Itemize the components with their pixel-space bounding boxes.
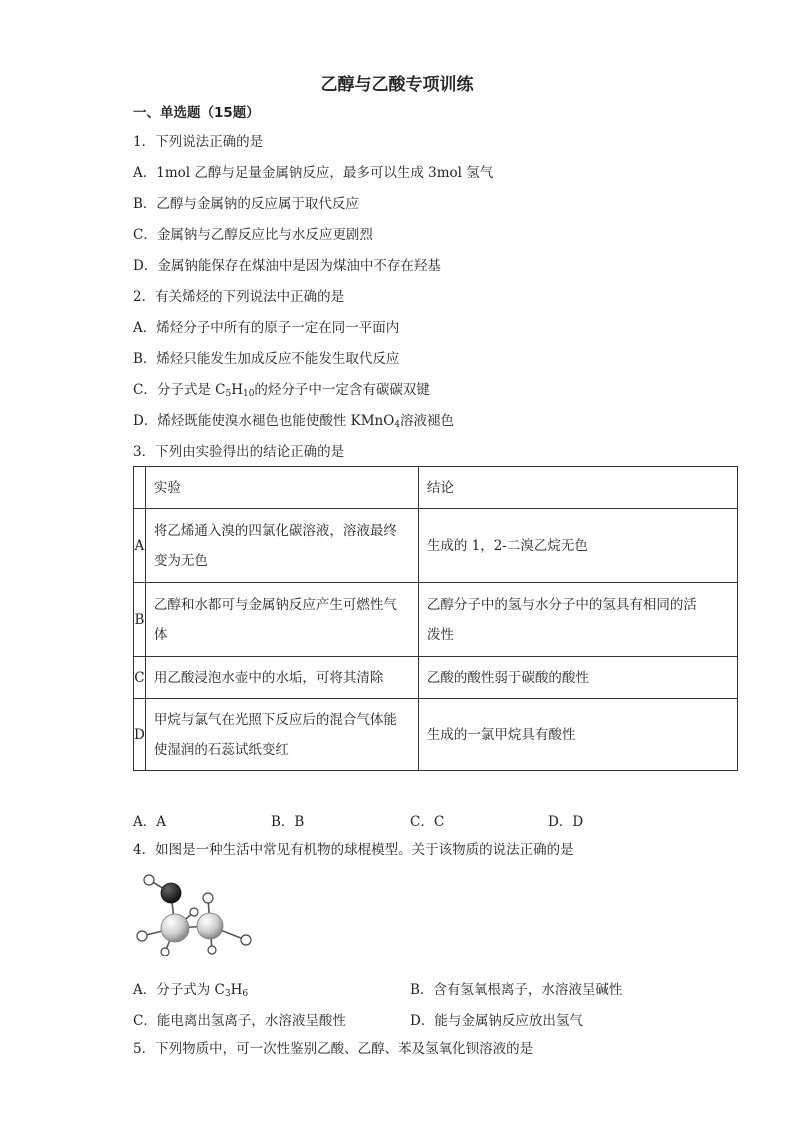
row-conclusion: 乙醇分子中的氢与水分子中的氢具有相同的活 泼性 xyxy=(418,583,737,657)
row-key: B xyxy=(134,583,146,657)
row-conclusion: 乙酸的酸性弱于碳酸的酸性 xyxy=(418,657,737,699)
row-experiment: 甲烷与氯气在光照下反应后的混合气体能 使湿润的石蕊试纸变红 xyxy=(145,699,418,771)
row-key: D xyxy=(134,699,146,771)
q1-option-b: B．乙醇与金属钠的反应属于取代反应 xyxy=(133,196,359,212)
q2-option-b: B．烯烃只能发生加成反应不能发生取代反应 xyxy=(133,351,400,367)
q2-option-d: D．烯烃既能使溴水褪色也能使酸性 KMnO$_4$溶液褪色 xyxy=(133,413,455,430)
row-experiment: 乙醇和水都可与金属钠反应产生可燃性气 体 xyxy=(145,583,418,657)
q5-stem: 5．下列物质中，可一次性鉴别乙酸、乙醇、苯及氢氧化钡溶液的是 xyxy=(133,1041,534,1057)
q3-option-c: C．C xyxy=(410,814,445,830)
q1-option-d: D．金属钠能保存在煤油中是因为煤油中不存在羟基 xyxy=(133,258,441,274)
q1-option-a: A．1mol 乙醇与足量金属钠反应，最多可以生成 3mol 氢气 xyxy=(133,165,494,181)
row-key: A xyxy=(134,509,146,583)
table-row xyxy=(134,509,738,583)
q2-option-a: A．烯烃分子中所有的原子一定在同一平面内 xyxy=(133,320,400,336)
q3-option-d: D．D xyxy=(548,814,584,830)
table-row xyxy=(134,583,738,657)
q2-option-c: C．分子式是 $C_5H_{10}$的烃分子中一定含有碳碳双键 xyxy=(133,382,430,399)
q3-stem: 3．下列由实验得出的结论正确的是 xyxy=(133,444,345,460)
ball-and-stick-model-image xyxy=(133,866,253,956)
q4-option-d: D．能与金属钠反应放出氢气 xyxy=(410,1013,583,1029)
q4-option-a: A．分子式为 $C_3H_6$ xyxy=(133,982,249,999)
experiment-table xyxy=(133,466,738,771)
row-experiment: 用乙酸浸泡水壶中的水垢，可将其清除 xyxy=(145,657,418,699)
table-row xyxy=(134,657,738,699)
row-key: C xyxy=(134,657,146,699)
table-header-row xyxy=(134,467,738,509)
row-conclusion: 生成的一氯甲烷具有酸性 xyxy=(418,699,737,771)
q3-option-b: B．B xyxy=(271,814,305,830)
q1-option-c: C．金属钠与乙醇反应比与水反应更剧烈 xyxy=(133,227,373,243)
q4-stem: 4．如图是一种生活中常见有机物的球棍模型。关于该物质的说法正确的是 xyxy=(133,842,574,858)
row-conclusion: 生成的 1，2-二溴乙烷无色 xyxy=(418,509,737,583)
q1-stem: 1．下列说法正确的是 xyxy=(133,134,264,150)
q3-option-a: A．A xyxy=(133,814,166,830)
q4-option-c: C．能电离出氢离子，水溶液呈酸性 xyxy=(133,1013,346,1029)
table-row xyxy=(134,699,738,771)
row-experiment: 将乙烯通入溴的四氯化碳溶液，溶液最终 变为无色 xyxy=(145,509,418,583)
header-conclusion: 结论 xyxy=(418,467,737,509)
page-title: 乙醇与乙酸专项训练 xyxy=(320,75,474,95)
header-experiment: 实验 xyxy=(145,467,418,509)
section-heading: 一、单选题（15题） xyxy=(133,105,260,121)
q4-option-b: B．含有氢氧根离子，水溶液呈碱性 xyxy=(410,982,623,998)
q2-stem: 2．有关烯烃的下列说法中正确的是 xyxy=(133,289,345,305)
